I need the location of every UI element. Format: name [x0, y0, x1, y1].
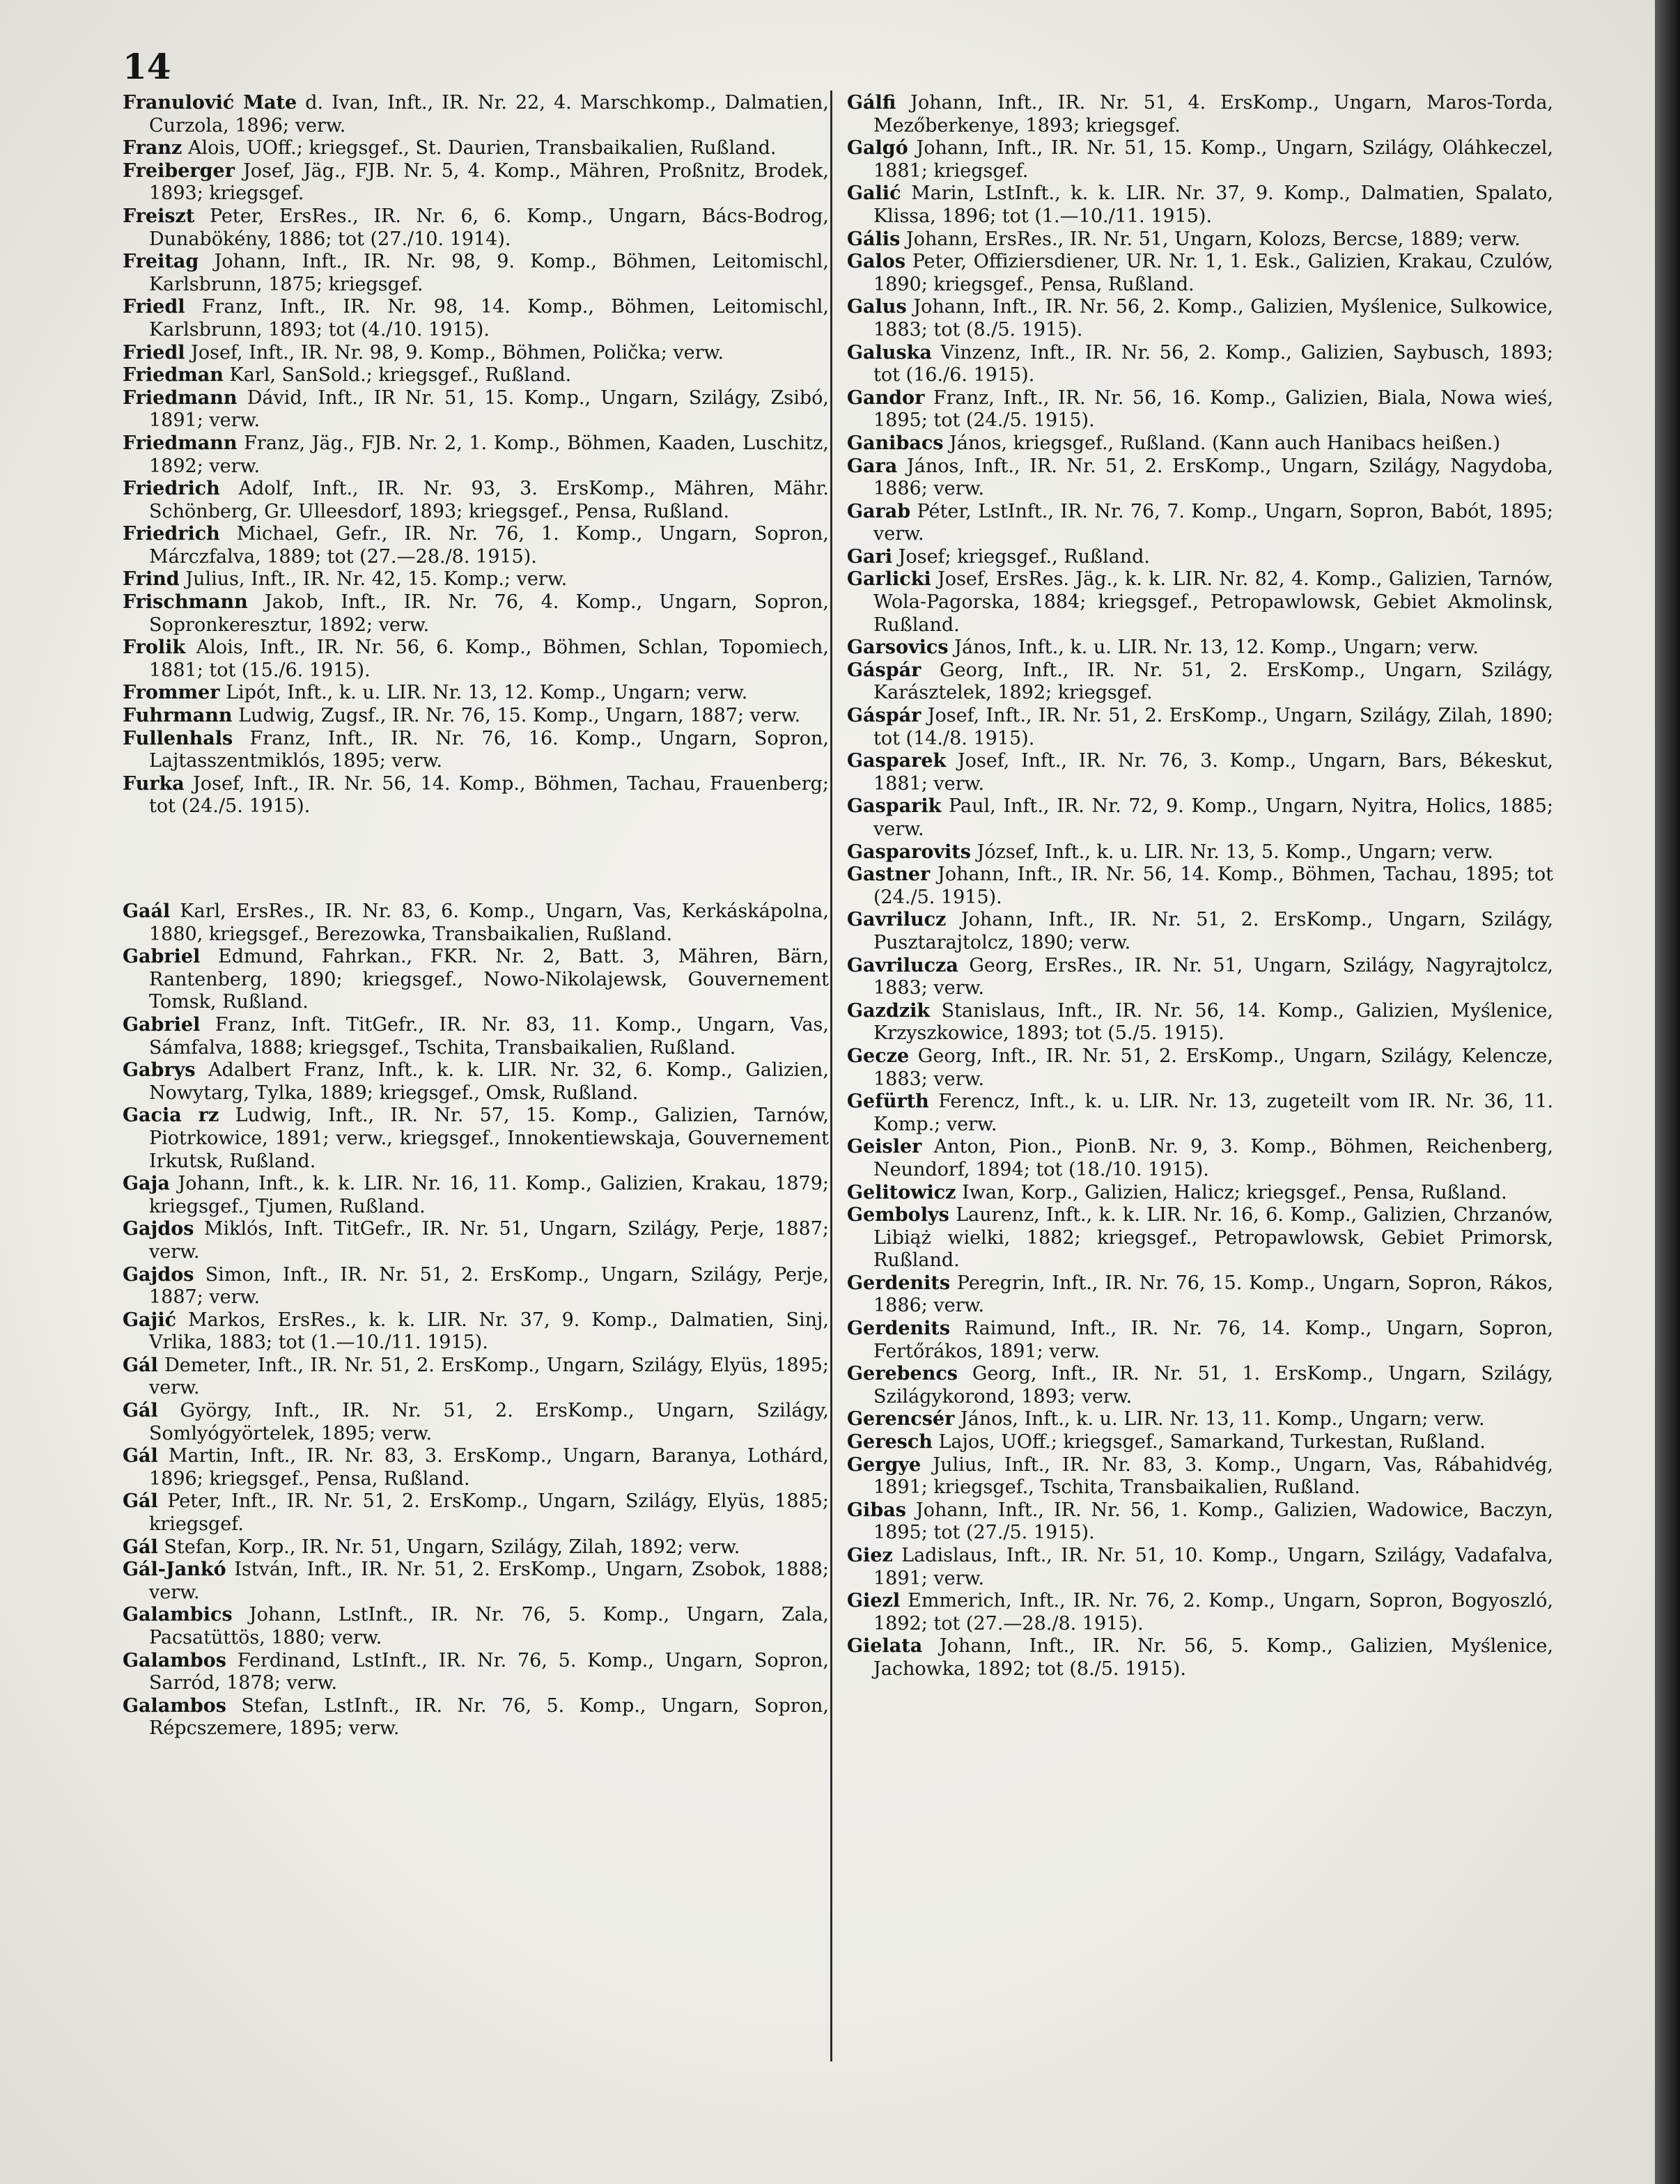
entry-details: Franz, Inft. TitGefr., IR. Nr. 83, 11. Komp., Ungarn, Vas, Sámfalva, 1888; kriegsgef., Tschita, Transbaikalien, Rußland. [149, 1013, 829, 1059]
entry-surname: Gielata [847, 1635, 923, 1658]
entry-details: Alois, Inft., IR. Nr. 56, 6. Komp., Böhmen, Schlan, Topomiech, 1881; tot (15./6. 1915). [149, 637, 829, 681]
entry-surname: Galgó [847, 137, 908, 159]
entry-surname: Frommer [123, 682, 220, 704]
register-entry [123, 1355, 829, 1400]
entry-surname: Friedmann [123, 387, 238, 409]
register-entry [123, 1604, 829, 1649]
entry-surname: Galos [847, 251, 906, 273]
entry-details: Franz, Inft., IR. Nr. 76, 16. Komp., Ungarn, Sopron, Lajtasszentmiklós, 1895; verw. [149, 727, 829, 772]
register-entry [123, 900, 829, 946]
entry-surname: Gajdos [123, 1263, 194, 1286]
entry-surname: Galambos [123, 1694, 226, 1717]
entry-surname: Fuhrmann [123, 705, 233, 727]
register-entry [123, 1559, 829, 1604]
register-entry [847, 795, 1553, 841]
register-entry [847, 864, 1553, 909]
entry-surname: Gembolys [847, 1204, 949, 1226]
entry-details: Franz, Inft., IR. Nr. 56, 16. Komp., Galizien, Biala, Nowa wieś, 1895; tot (24./5. 1915). [873, 387, 1553, 432]
entry-details: Josef, Inft., IR. Nr. 56, 14. Komp., Böhmen, Tachau, Frauenberg; tot (24./5. 1915). [149, 772, 829, 818]
entry-details: Iwan, Korp., Galizien, Halicz; kriegsgef., Pensa, Rußland. [956, 1181, 1507, 1203]
register-entry [847, 1454, 1553, 1499]
entry-details: Lipót, Inft., k. u. LIR. Nr. 13, 12. Komp., Ungarn; verw. [219, 682, 748, 704]
entry-surname: Gacia rz [123, 1105, 219, 1127]
entry-details: Marin, LstInft., k. k. LIR. Nr. 37, 9. Komp., Dalmatien, Spalato, Klissa, 1896; tot (1.—10./11. 1915). [873, 182, 1553, 227]
entry-surname: Gál [123, 1445, 158, 1467]
entries-g-section [123, 900, 829, 1740]
entry-surname: Gari [847, 545, 893, 568]
entry-details: Georg, Inft., IR. Nr. 51, 2. ErsKomp., Ungarn, Szilágy, Kelencze, 1883; verw. [873, 1045, 1553, 1090]
entry-details: Johann, Inft., k. k. LIR. Nr. 16, 11. Komp., Galizien, Krakau, 1879; kriegsgef., Tjumen, Rußland. [149, 1173, 829, 1217]
entry-surname: Friedman [123, 364, 224, 387]
register-entry [847, 1204, 1553, 1272]
register-entry [847, 228, 1553, 251]
register-entry [847, 705, 1553, 750]
register-entry [847, 1590, 1553, 1635]
entry-details: Ferdinand, LstInft., IR. Nr. 76, 5. Komp., Ungarn, Sopron, Sarród, 1878; verw. [149, 1649, 829, 1694]
register-entry [123, 160, 829, 205]
entry-surname: Gabriel [123, 946, 201, 968]
register-entry [123, 1105, 829, 1173]
entry-details: Josef, ErsRes. Jäg., k. k. LIR. Nr. 82, 4. Komp., Galizien, Tarnów, Wola-Pagorska, 1884; kriegsgef., Petropawlowsk, Gebiet Akmolinsk, Rußland. [873, 568, 1553, 636]
entry-details: Karl, SanSold.; kriegsgef., Rußland. [223, 364, 572, 387]
entry-surname: Ganibacs [847, 432, 944, 454]
register-entry [847, 1000, 1553, 1045]
register-entry [123, 1695, 829, 1740]
entry-surname: Gaál [123, 900, 171, 922]
entry-surname: Gál-Jankó [123, 1559, 226, 1581]
register-entry [123, 1536, 829, 1559]
entry-details: István, Inft., IR. Nr. 51, 2. ErsKomp., Ungarn, Zsobok, 1888; verw. [149, 1559, 829, 1603]
register-entry [123, 591, 829, 637]
entry-surname: Frind [123, 568, 180, 591]
register-entry [847, 432, 1553, 455]
register-entry [123, 946, 829, 1014]
register-entry [123, 342, 829, 365]
entry-details: Anton, Pion., PionB. Nr. 9, 3. Komp., Böhmen, Reichenberg, Neundorf, 1894; tot (18./10. 1915). [873, 1136, 1553, 1180]
entry-details: Stefan, Korp., IR. Nr. 51, Ungarn, Szilágy, Zilah, 1892; verw. [157, 1536, 740, 1558]
entry-surname: Gabrys [123, 1059, 196, 1082]
entry-details: János, Inft., k. u. LIR. Nr. 13, 11. Komp., Ungarn; verw. [954, 1408, 1485, 1430]
register-entry [847, 568, 1553, 637]
register-entry [123, 92, 829, 137]
entry-surname: Gastner [847, 864, 931, 886]
entry-details: Ferencz, Inft., k. u. LIR. Nr. 13, zugeteilt vom IR. Nr. 36, 11. Komp.; verw. [873, 1091, 1553, 1135]
entry-details: Julius, Inft., IR. Nr. 42, 15. Komp.; verw. [179, 568, 568, 591]
register-entry [847, 1431, 1553, 1454]
register-entry [123, 251, 829, 296]
entry-details: Raimund, Inft., IR. Nr. 76, 14. Komp., Ungarn, Sopron, Fertőrákos, 1891; verw. [873, 1318, 1553, 1362]
entry-details: Martin, Inft., IR. Nr. 83, 3. ErsKomp., Ungarn, Baranya, Lothárd, 1896; kriegsgef., Pensa, Rußland. [149, 1445, 829, 1490]
entry-details: Laurenz, Inft., k. k. LIR. Nr. 16, 6. Komp., Galizien, Chrzanów, Libiąż wielki, 1882; kriegsgef., Petropawlowsk, Gebiet Primorsk, Rußland. [873, 1204, 1553, 1272]
entry-details: Johann, Inft., IR. Nr. 56, 14. Komp., Böhmen, Tachau, 1895; tot (24./5. 1915). [873, 864, 1553, 908]
entry-surname: Frischmann [123, 591, 248, 614]
entry-surname: Gál [123, 1354, 158, 1376]
register-entry [123, 682, 829, 705]
left-column [123, 92, 829, 1740]
entry-surname: Frolik [123, 637, 186, 659]
register-entry [847, 1408, 1553, 1431]
entry-details: d. Ivan, Inft., IR. Nr. 22, 4. Marschkomp., Dalmatien, Curzola, 1896; verw. [149, 92, 829, 136]
entry-details: Markos, ErsRes., k. k. LIR. Nr. 37, 9. Komp., Dalmatien, Sinj, Vrlika, 1883; tot (1.—10./11. 1915). [149, 1309, 829, 1354]
register-entry [123, 1490, 829, 1536]
entry-surname: Giez [847, 1545, 893, 1566]
entry-surname: Galus [847, 296, 907, 318]
entry-details: György, Inft., IR. Nr. 51, 2. ErsKomp., Ungarn, Szilágy, Somlyógyörtelek, 1895; verw. [149, 1400, 829, 1444]
register-entry [123, 1218, 829, 1263]
entry-surname: Gabriel [123, 1013, 201, 1036]
entry-surname: Friedmann [123, 432, 238, 454]
register-entry [123, 1400, 829, 1445]
entry-details: Johann, ErsRes., IR. Nr. 51, Ungarn, Kolozs, Bercse, 1889; verw. [900, 228, 1520, 250]
entry-details: József, Inft., k. u. LIR. Nr. 13, 5. Komp., Ungarn; verw. [970, 841, 1493, 863]
entry-surname: Gáspár [847, 705, 921, 727]
register-entry [847, 1136, 1553, 1181]
column-divider [830, 91, 832, 2061]
entry-surname: Galambics [123, 1604, 233, 1626]
entry-surname: Geresch [847, 1431, 933, 1453]
entry-surname: Garab [847, 500, 911, 522]
entry-details: Ludwig, Inft., IR. Nr. 57, 15. Komp., Galizien, Tarnów, Piotrkowice, 1891; verw., kriegsgef., Innokentiewskaja, Gouvernement Irkutsk, Rußland. [149, 1105, 829, 1172]
register-entry [123, 1650, 829, 1695]
entry-details: Peter, ErsRes., IR. Nr. 6, 6. Komp., Ungarn, Bács-Bodrog, Dunabökény, 1886; tot (27./10. 1914). [149, 205, 829, 250]
register-entry [847, 841, 1553, 864]
entry-surname: Gális [847, 228, 901, 250]
register-entry [847, 1182, 1553, 1205]
register-entry [847, 387, 1553, 432]
entry-details: Ladislaus, Inft., IR. Nr. 51, 10. Komp., Ungarn, Szilágy, Vadafalva, 1891; verw. [873, 1545, 1553, 1589]
entry-details: János, kriegsgef., Rußland. (Kann auch Hanibacs heißen.) [943, 432, 1500, 454]
register-entry [847, 1499, 1553, 1545]
entry-details: Georg, Inft., IR. Nr. 51, 2. ErsKomp., Ungarn, Szilágy, Karásztelek, 1892; kriegsgef. [873, 659, 1553, 704]
entry-surname: Gajić [123, 1309, 177, 1331]
entry-details: Josef, Inft., IR. Nr. 51, 2. ErsKomp., Ungarn, Szilágy, Zilah, 1890; tot (14./8. 1915). [873, 705, 1553, 749]
entry-surname: Galambos [123, 1649, 226, 1671]
entry-details: Josef; kriegsgef., Rußland. [892, 545, 1151, 568]
entry-details: Josef, Inft., IR. Nr. 98, 9. Komp., Böhmen, Polička; verw. [185, 341, 724, 364]
register-entry [847, 92, 1553, 137]
register-entry [847, 1272, 1553, 1318]
entry-details: Josef, Inft., IR. Nr. 76, 3. Komp., Ungarn, Bars, Békeskut, 1881; verw. [873, 750, 1553, 795]
entry-surname: Gajdos [123, 1218, 194, 1240]
entry-surname: Garsovics [847, 637, 949, 659]
entry-details: Péter, LstInft., IR. Nr. 76, 7. Komp., Ungarn, Sopron, Babót, 1895; verw. [873, 500, 1553, 545]
entry-surname: Friedrich [123, 523, 220, 545]
entry-details: Lajos, UOff.; kriegsgef., Samarkand, Turkestan, Rußland. [932, 1431, 1486, 1453]
entry-surname: Gerdenits [847, 1272, 951, 1294]
entry-surname: Gefürth [847, 1091, 929, 1113]
entry-details: Johann, LstInft., IR. Nr. 76, 5. Komp., Ungarn, Zala, Pacsatüttös, 1880; verw. [149, 1604, 829, 1648]
entry-surname: Furka [123, 772, 185, 795]
register-entry [847, 660, 1553, 705]
entry-surname: Freiszt [123, 205, 195, 227]
entry-surname: Gara [847, 455, 898, 477]
entry-details: Adalbert Franz, Inft., k. k. LIR. Nr. 32, 6. Komp., Galizien, Nowytarg, Tylka, 1889; kriegsgef., Omsk, Rußland. [149, 1059, 829, 1104]
register-entry [123, 364, 829, 387]
entry-surname: Gasparik [847, 795, 942, 818]
entry-surname: Galić [847, 182, 901, 205]
register-entry [847, 296, 1553, 341]
entry-surname: Gandor [847, 387, 925, 409]
entry-details: Johann, Inft., IR. Nr. 51, 2. ErsKomp., Ungarn, Szilágy, Pusztarajtolcz, 1890; verw. [873, 909, 1553, 953]
entry-details: Simon, Inft., IR. Nr. 51, 2. ErsKomp., Ungarn, Szilágy, Perje, 1887; verw. [149, 1263, 829, 1309]
entry-details: Johann, Inft., IR. Nr. 98, 9. Komp., Böhmen, Leitomischl, Karlsbrunn, 1875; kriegsgef. [149, 251, 829, 295]
entry-surname: Gáspár [847, 659, 921, 681]
entry-surname: Geisler [847, 1136, 922, 1158]
entry-details: Franz, Inft., IR. Nr. 98, 14. Komp., Böhmen, Leitomischl, Karlsbrunn, 1893; tot (4./10. 1915). [149, 296, 829, 341]
entry-details: Vinzenz, Inft., IR. Nr. 56, 2. Komp., Galizien, Saybusch, 1893; tot (16./6. 1915). [873, 341, 1553, 387]
entry-surname: Franz [123, 137, 182, 159]
register-entry [123, 1309, 829, 1355]
entry-surname: Friedrich [123, 478, 220, 500]
register-entry [123, 637, 829, 682]
entry-surname: Gerencsér [847, 1408, 955, 1430]
entry-surname: Gerebencs [847, 1363, 958, 1385]
register-entry [847, 637, 1553, 660]
entry-details: Demeter, Inft., IR. Nr. 51, 2. ErsKomp., Ungarn, Szilágy, Elyüs, 1895; verw. [149, 1354, 829, 1399]
entry-details: Peter, Inft., IR. Nr. 51, 2. ErsKomp., Ungarn, Szilágy, Elyüs, 1885; kriegsgef. [149, 1490, 829, 1536]
register-entry [847, 501, 1553, 546]
register-entry [123, 137, 829, 160]
entry-details: Georg, Inft., IR. Nr. 51, 1. ErsKomp., Ungarn, Szilágy, Szilágykorond, 1893; verw. [873, 1363, 1553, 1407]
entry-surname: Gavrilucz [847, 909, 947, 931]
register-entry [847, 455, 1553, 501]
register-entry [847, 1091, 1553, 1136]
entry-surname: Gelitowicz [847, 1181, 956, 1203]
entry-details: Peregrin, Inft., IR. Nr. 76, 15. Komp., Ungarn, Sopron, Rákos, 1886; verw. [873, 1272, 1553, 1317]
entry-surname: Gibas [847, 1499, 906, 1521]
entry-surname: Friedl [123, 296, 185, 318]
entry-surname: Gálfi [847, 92, 896, 114]
entry-details: Ludwig, Zugsf., IR. Nr. 76, 15. Komp., Ungarn, 1887; verw. [232, 705, 801, 727]
entry-surname: Gál [123, 1400, 158, 1422]
register-entry [847, 955, 1553, 1000]
register-entry [847, 251, 1553, 296]
entry-surname: Freiberger [123, 159, 235, 182]
register-entry [123, 523, 829, 568]
entry-details: Miklós, Inft. TitGefr., IR. Nr. 51, Ungarn, Szilágy, Perje, 1887; verw. [149, 1218, 829, 1263]
entry-surname: Gerdenits [847, 1318, 951, 1340]
entry-details: János, Inft., k. u. LIR. Nr. 13, 12. Komp., Ungarn; verw. [948, 637, 1479, 659]
entry-details: Edmund, Fahrkan., FKR. Nr. 2, Batt. 3, Mähren, Bärn, Rantenberg, 1890; kriegsgef., Nowo-Nikolajewsk, Gouvernement Tomsk, Rußland. [149, 946, 829, 1013]
entry-details: Emmerich, Inft., IR. Nr. 76, 2. Komp., Ungarn, Sopron, Bogyoszló, 1892; tot (27.—28./8. 1915). [873, 1590, 1553, 1635]
entry-details: Stanislaus, Inft., IR. Nr. 56, 14. Komp., Galizien, Myślenice, Krzyszkowice, 1893; tot (5./5. 1915). [873, 999, 1553, 1045]
entry-details: Adolf, Inft., IR. Nr. 93, 3. ErsKomp., Mähren, Mähr. Schönberg, Gr. Ulleesdorf, 1893; kriegsgef., Pensa, Rußland. [149, 478, 829, 522]
entries-g-continued [847, 92, 1553, 1681]
register-entry [123, 1173, 829, 1218]
page-number: 14 [123, 46, 171, 87]
register-entry [847, 1045, 1553, 1091]
entry-surname: Garlicki [847, 568, 931, 591]
register-entry [123, 1059, 829, 1105]
register-entry [847, 1318, 1553, 1363]
entry-details: Johann, Inft., IR. Nr. 51, 4. ErsKomp., Ungarn, Maros-Torda, Mezőberkenye, 1893; kriegsgef. [873, 92, 1553, 136]
register-entry [847, 1635, 1553, 1680]
entry-surname: Freitag [123, 251, 199, 273]
register-entry [847, 750, 1553, 795]
register-entry [123, 773, 829, 818]
entry-surname: Gazdzik [847, 999, 931, 1022]
register-entry [123, 1014, 829, 1059]
register-entry [123, 568, 829, 591]
entry-details: Georg, ErsRes., IR. Nr. 51, Ungarn, Szilágy, Nagyrajtolcz, 1883; verw. [873, 954, 1553, 999]
entry-details: Jakob, Inft., IR. Nr. 76, 4. Komp., Ungarn, Sopron, Sopronkeresztur, 1892; verw. [149, 591, 829, 636]
right-column [847, 92, 1553, 1681]
section-gap [123, 818, 829, 900]
register-entry [847, 137, 1553, 182]
entry-surname: Gavrilucza [847, 954, 958, 976]
entry-details: Stefan, LstInft., IR. Nr. 76, 5. Komp., Ungarn, Sopron, Répcszemere, 1895; verw. [149, 1694, 829, 1740]
entry-surname: Franulović Mate [123, 92, 297, 114]
entry-details: Karl, ErsRes., IR. Nr. 83, 6. Komp., Ungarn, Vas, Kerkáskápolna, 1880, kriegsgef., Berezowka, Transbaikalien, Rußland. [149, 900, 829, 945]
register-entry [847, 182, 1553, 228]
register-entry [123, 1264, 829, 1309]
entry-surname: Gergye [847, 1453, 921, 1476]
entry-details: Johann, Inft., IR. Nr. 56, 5. Komp., Galizien, Myślenice, Jachowka, 1892; tot (8./5. 1915). [873, 1635, 1553, 1680]
entry-details: Johann, Inft., IR. Nr. 56, 1. Komp., Galizien, Wadowice, Baczyn, 1895; tot (27./5. 1915). [873, 1499, 1553, 1544]
entry-surname: Gasparek [847, 750, 947, 772]
register-entry [123, 296, 829, 341]
entry-details: Johann, Inft., IR. Nr. 51, 15. Komp., Ungarn, Szilágy, Oláhkeczel, 1881; kriegsgef. [873, 137, 1553, 182]
entry-surname: Gál [123, 1490, 158, 1513]
register-entry [847, 1545, 1553, 1590]
entry-details: Franz, Jäg., FJB. Nr. 2, 1. Komp., Böhmen, Kaaden, Luschitz, 1892; verw. [149, 432, 829, 477]
entry-surname: Gaja [123, 1173, 170, 1195]
entry-details: Paul, Inft., IR. Nr. 72, 9. Komp., Ungarn, Nyitra, Holics, 1885; verw. [873, 795, 1553, 840]
entries-f-section [123, 92, 829, 818]
register-entry [123, 728, 829, 773]
register-entry [847, 342, 1553, 387]
entry-surname: Gál [123, 1536, 158, 1558]
entry-surname: Fullenhals [123, 727, 233, 749]
scan-edge-shadow [1655, 0, 1680, 2184]
register-entry [847, 1363, 1553, 1408]
entry-surname: Galuska [847, 341, 932, 364]
register-entry [123, 387, 829, 432]
register-entry [847, 909, 1553, 954]
entry-surname: Friedl [123, 341, 185, 364]
register-entry [123, 205, 829, 251]
register-entry [847, 546, 1553, 569]
register-entry [123, 705, 829, 728]
entry-surname: Gasparovits [847, 841, 971, 863]
register-entry [123, 1445, 829, 1490]
entry-details: Dávid, Inft., IR Nr. 51, 15. Komp., Ungarn, Szilágy, Zsibó, 1891; verw. [149, 387, 829, 432]
entry-details: Michael, Gefr., IR. Nr. 76, 1. Komp., Ungarn, Sopron, Márczfalva, 1889; tot (27.—28./8. 1915). [149, 523, 829, 568]
entry-details: János, Inft., IR. Nr. 51, 2. ErsKomp., Ungarn, Szilágy, Nagydoba, 1886; verw. [873, 455, 1553, 500]
entry-details: Peter, Offiziersdiener, UR. Nr. 1, 1. Esk., Galizien, Krakau, Czulów, 1890; kriegsgef., Pensa, Rußland. [873, 251, 1553, 295]
entry-details: Johann, Inft., IR. Nr. 56, 2. Komp., Galizien, Myślenice, Sulkowice, 1883; tot (8./5. 1915). [873, 296, 1553, 341]
entry-details: Alois, UOff.; kriegsgef., St. Daurien, Transbaikalien, Rußland. [182, 137, 777, 159]
register-entry [123, 432, 829, 478]
entry-details: Julius, Inft., IR. Nr. 83, 3. Komp., Ungarn, Vas, Rábahidvég, 1891; kriegsgef., Tschita, Transbaikalien, Rußland. [873, 1453, 1553, 1499]
entry-details: Josef, Jäg., FJB. Nr. 5, 4. Komp., Mähren, Proßnitz, Brodek, 1893; kriegsgef. [149, 159, 829, 205]
entry-surname: Gecze [847, 1045, 910, 1067]
entry-surname: Giezl [847, 1590, 901, 1612]
register-entry [123, 478, 829, 523]
